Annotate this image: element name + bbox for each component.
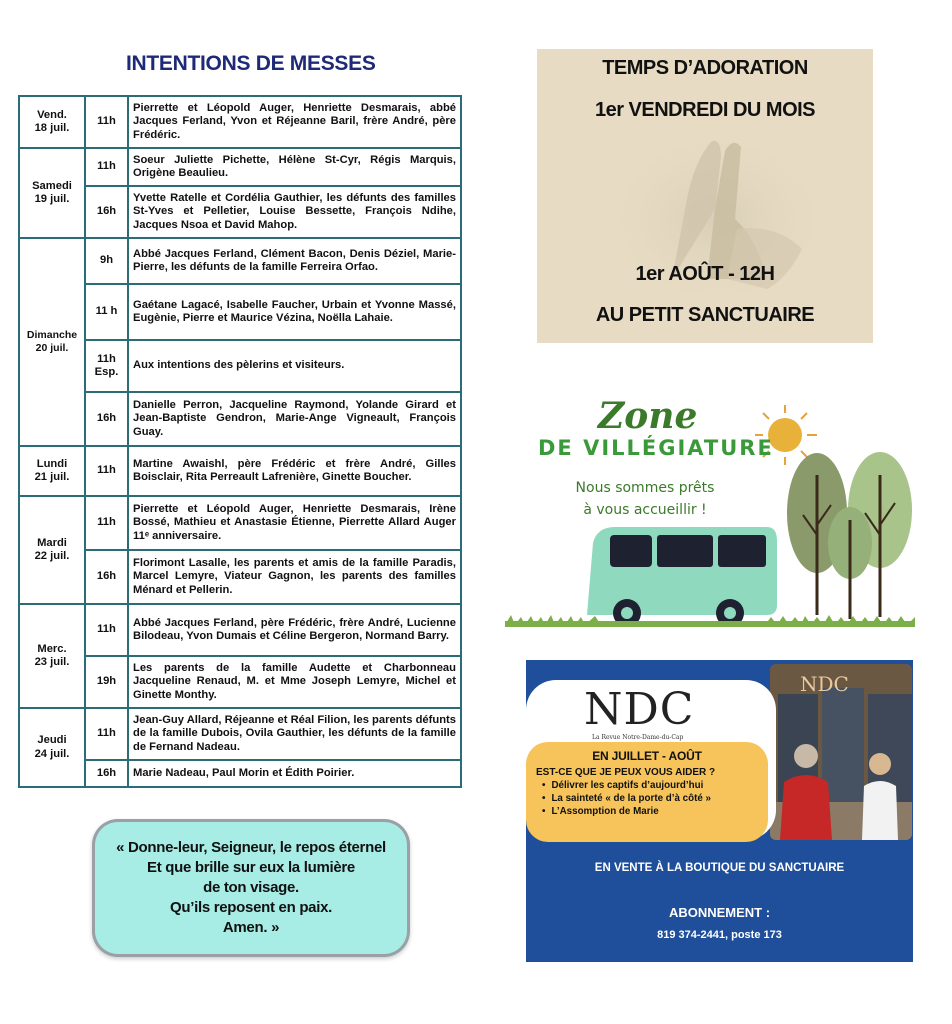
table-row: [19, 148, 461, 186]
day-cell: Vend. 18 juil.: [19, 96, 85, 148]
day-cell: Merc. 23 juil.: [19, 604, 85, 708]
intention-cell: Aux intentions des pèlerins et visiteurs.: [128, 340, 461, 392]
time-cell: 16h: [85, 760, 128, 787]
magazine-cover: [770, 664, 912, 840]
table-row: [19, 238, 461, 284]
ndc-logo: NDC: [584, 684, 695, 735]
ndc-period: EN JUILLET - AOÛT: [592, 749, 702, 763]
prayer-line: de ton visage.: [203, 879, 299, 896]
adoration-title: TEMPS D’ADORATION: [602, 57, 808, 79]
intention-cell: Yvette Ratelle et Cordélia Gauthier, les défunts des familles St-Yves et Pelletier, Louise Bessette, François Ndihe, Jacques Nsoa et David Mahop.: [128, 186, 461, 238]
intention-cell: Pierrette et Léopold Auger, Henriette Desmarais, abbé Jacques Ferland, Yvon et Réjeanne Baril, frère André, père Frédéric.: [128, 96, 461, 148]
day-cell: Dimanche 20 juil.: [19, 238, 85, 446]
zone-tagline: Nous sommes prêts à vous accueillir !: [575, 480, 715, 518]
adoration-panel: [537, 49, 873, 343]
prayer-box: [92, 819, 410, 957]
intention-cell: Pierrette et Léopold Auger, Henriette Desmarais, Irène Bossé, Mathieu et Anastasie Étienne, Pierrette Allard Auger 11ᵉ anniversaire.: [128, 496, 461, 550]
time-cell: 9h: [85, 238, 128, 284]
list-item: • La sainteté « de la porte d’à côté »: [542, 792, 758, 805]
table-row: [19, 656, 461, 708]
ndc-phone: 819 374-2441, poste 173: [657, 929, 782, 941]
intention-cell: Martine Awaishl, père Frédéric et frère André, Gilles Boisclair, Rita Perreault Lafrenière, Ginette Boucher.: [128, 446, 461, 496]
adoration-date: 1er AOÛT - 12H: [635, 263, 775, 285]
bus-icon: [587, 527, 777, 627]
time-cell: 16h: [85, 550, 128, 604]
time-cell: 11h Esp.: [85, 340, 128, 392]
ndc-panel: [526, 660, 913, 962]
table-row: [19, 186, 461, 238]
table-row: [19, 760, 461, 787]
time-cell: 11h: [85, 148, 128, 186]
prayer-line: « Donne-leur, Seigneur, le repos éternel: [116, 839, 386, 856]
time-cell: 11h: [85, 446, 128, 496]
ndc-logo-subtitle: La Revue Notre-Dame-du-Cap: [592, 734, 684, 741]
time-cell: 11h: [85, 708, 128, 760]
ndc-subscription-title: ABONNEMENT :: [668, 905, 771, 920]
day-cell: Lundi 21 juil.: [19, 446, 85, 496]
ndc-items: [536, 779, 758, 818]
time-cell: 11h: [85, 96, 128, 148]
intention-cell: Marie Nadeau, Paul Morin et Édith Poirier.: [128, 760, 461, 787]
intention-cell: Gaétane Lagacé, Isabelle Faucher, Urbain et Yvonne Massé, Eugènie, Pierre et Maurice Vézina, Noëlla Lahaie.: [128, 284, 461, 340]
day-cell: Mardi 22 juil.: [19, 496, 85, 604]
intention-cell: Les parents de la famille Audette et Charbonneau Jacqueline Renaud, M. et Mme Joseph Lemyre, Michel et Ginette Monthy.: [128, 656, 461, 708]
villegiature-panel: [505, 395, 915, 635]
intention-cell: Jean-Guy Allard, Réjeanne et Réal Filion, les parents défunts de la famille Dubois, Ovila Gauthier, les défunts de la famille de Fernand Nadeau.: [128, 708, 461, 760]
intention-cell: Soeur Juliette Pichette, Hélène St-Cyr, Régis Marquis, Origène Beaulieu.: [128, 148, 461, 186]
table-row: [19, 340, 461, 392]
ndc-summary-box: [526, 742, 768, 842]
day-cell: Samedi 19 juil.: [19, 148, 85, 238]
time-cell: 16h: [85, 186, 128, 238]
list-item: • Délivrer les captifs d’aujourd’hui: [542, 779, 758, 792]
masses-title: INTENTIONS DE MESSES: [126, 52, 376, 75]
cover-logo: NDC: [800, 672, 849, 696]
table-row: [19, 708, 461, 760]
grass-icon: [505, 615, 915, 627]
prayer-line: Et que brille sur eux la lumière: [147, 859, 355, 876]
prayer-line: Qu’ils reposent en paix.: [169, 899, 332, 916]
intention-cell: Danielle Perron, Jacqueline Raymond, Yolande Girard et Jean-Baptiste Gendron, Marie-Ange Vigneault, François Guay.: [128, 392, 461, 446]
intention-cell: Abbé Jacques Ferland, Clément Bacon, Denis Déziel, Marie-Pierre, les défunts de la famille Ferreira Orfao.: [128, 238, 461, 284]
table-row: [19, 96, 461, 148]
time-cell: 11h: [85, 496, 128, 550]
ndc-sale-text: EN VENTE À LA BOUTIQUE DU SANCTUAIRE: [594, 862, 845, 874]
intention-cell: Abbé Jacques Ferland, père Frédéric, frère André, Lucienne Bilodeau, Yvon Dumais et Céline Bergeron, Normand Barry.: [128, 604, 461, 656]
tree-icon: [828, 507, 872, 619]
zone-script-title: Zone: [598, 395, 698, 437]
table-row: [19, 446, 461, 496]
adoration-subtitle: 1er VENDREDI DU MOIS: [594, 99, 816, 121]
intention-cell: Florimont Lasalle, les parents et amis de la famille Paradis, Marcel Lemyre, Viateur Gagnon, les parents des familles Ménard et Pellerin.: [128, 550, 461, 604]
time-cell: 16h: [85, 392, 128, 446]
time-cell: 11 h: [85, 284, 128, 340]
table-row: [19, 496, 461, 550]
ndc-question: EST-CE QUE JE PEUX VOUS AIDER ?: [536, 767, 716, 778]
masses-table: [18, 95, 462, 788]
table-row: [19, 604, 461, 656]
table-row: [19, 550, 461, 604]
zone-heading: DE VILLÉGIATURE: [538, 436, 774, 460]
table-row: [19, 392, 461, 446]
adoration-place: AU PETIT SANCTUAIRE: [595, 304, 815, 326]
time-cell: 19h: [85, 656, 128, 708]
day-cell: Jeudi 24 juil.: [19, 708, 85, 787]
table-row: [19, 284, 461, 340]
prayer-line: Amen. »: [222, 919, 280, 936]
time-cell: 11h: [85, 604, 128, 656]
list-item: • L’Assomption de Marie: [542, 805, 758, 818]
